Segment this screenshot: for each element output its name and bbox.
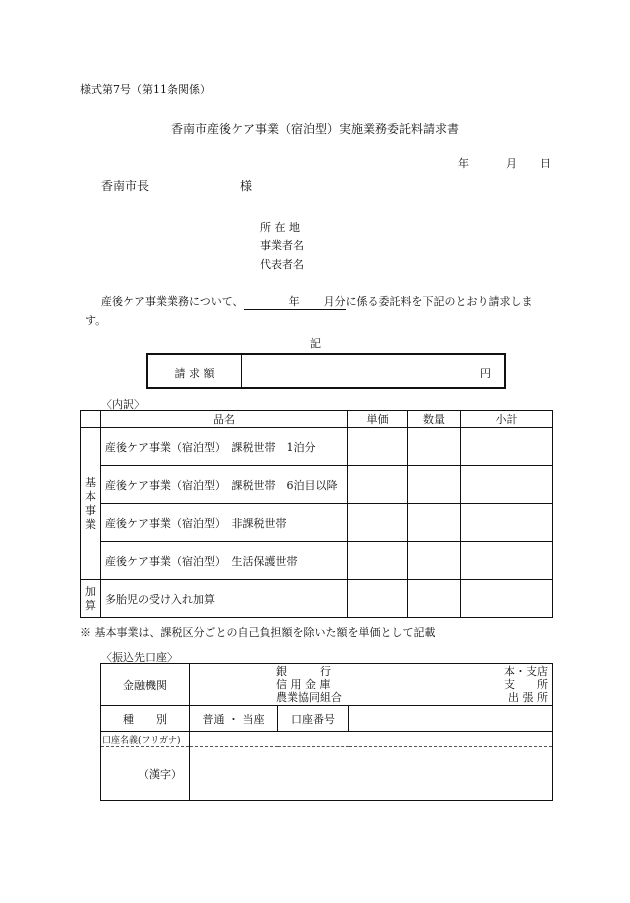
header-subtotal: 小計: [461, 411, 553, 428]
date-day: 日: [540, 157, 551, 170]
business-name-label: 事業者名: [260, 239, 304, 252]
addressee-honorific: 様: [240, 179, 253, 193]
table-row: [81, 466, 553, 504]
institution-label: 金融機関: [101, 664, 190, 706]
bank-type-credit: 信 用 金 庫: [276, 678, 331, 691]
row-item: 産後ケア事業（宿泊型） 非課税世帯: [101, 504, 348, 542]
claim-box: [146, 353, 506, 389]
group-addon: 加算: [81, 580, 101, 618]
row-item: 産後ケア事業（宿泊型） 課税世帯 1泊分: [101, 428, 348, 466]
table-row: [81, 504, 553, 542]
body-part2: に係る委託料を下記のとおり請求しま: [345, 295, 533, 308]
breakdown-header-row: [81, 411, 553, 428]
type-label: 種 別: [101, 706, 190, 732]
breakdown-caption: 〈内訳〉: [101, 398, 145, 411]
claim-divider: [241, 355, 242, 387]
holder-kana-field: [190, 732, 553, 747]
bank-type-list: [276, 665, 342, 704]
branch-type-office: 出 張 所: [508, 691, 549, 704]
date-year: 年: [458, 157, 469, 170]
header-quantity: 数量: [408, 411, 461, 428]
account-number-field: [349, 706, 553, 732]
body-text-line1: [101, 293, 533, 310]
table-row: [81, 428, 553, 466]
header-unit-price: 単価: [348, 411, 408, 428]
breakdown-table: [80, 410, 553, 618]
account-table: [100, 663, 553, 801]
body-part1: 産後ケア事業業務について、: [101, 295, 244, 308]
account-caption: 〈振込先口座〉: [101, 651, 178, 664]
table-row: [81, 580, 553, 618]
table-row: [81, 542, 553, 580]
holder-kana-label: 口座名義(フリガナ): [101, 732, 190, 747]
date-month: 月: [506, 157, 517, 170]
page-title: 香南市産後ケア事業（宿泊型）実施業務委託料請求書: [170, 122, 459, 136]
header-item: 品名: [101, 411, 348, 428]
account-number-label: 口座番号: [278, 706, 349, 732]
period-month: 月分: [302, 293, 346, 310]
branch-type-list: [504, 665, 548, 704]
holder-kanji-field: [190, 747, 553, 801]
representative-label: 代表者名: [260, 258, 304, 271]
row-item: 産後ケア事業（宿泊型） 生活保護世帯: [101, 542, 348, 580]
bank-type-agri: 農業協同組合: [276, 691, 342, 704]
ki-label: 記: [310, 337, 321, 350]
group-basic: 基本事業: [81, 428, 101, 580]
row-item: 産後ケア事業（宿泊型） 課税世帯 6泊目以降: [101, 466, 348, 504]
period-year: 年: [244, 293, 302, 310]
breakdown-note: ※ 基本事業は、課税区分ごとの自己負担額を除いた額を単価として記載: [80, 626, 436, 639]
body-part3: す。: [85, 314, 107, 327]
branch-type-sub: 支 所: [504, 678, 549, 691]
type-row: [101, 706, 553, 732]
row-item: 多胎児の受け入れ加算: [101, 580, 348, 618]
branch-type-main: 本・支店: [504, 665, 549, 678]
institution-row: [101, 664, 553, 706]
claim-unit: 円: [480, 367, 491, 380]
claim-label: 請 求 額: [174, 367, 215, 380]
form-number: 様式第7号（第11条関係）: [80, 83, 211, 96]
holder-kanji-label: （漢字）: [101, 747, 190, 801]
type-value: 普通 ・ 当座: [190, 706, 278, 732]
holder-kana-row: [101, 732, 553, 747]
holder-kanji-row: [101, 747, 553, 801]
addressee-name: 香南市長: [101, 179, 150, 193]
address-label: 所 在 地: [260, 221, 300, 234]
bank-type-bank: 銀 行: [276, 665, 331, 678]
